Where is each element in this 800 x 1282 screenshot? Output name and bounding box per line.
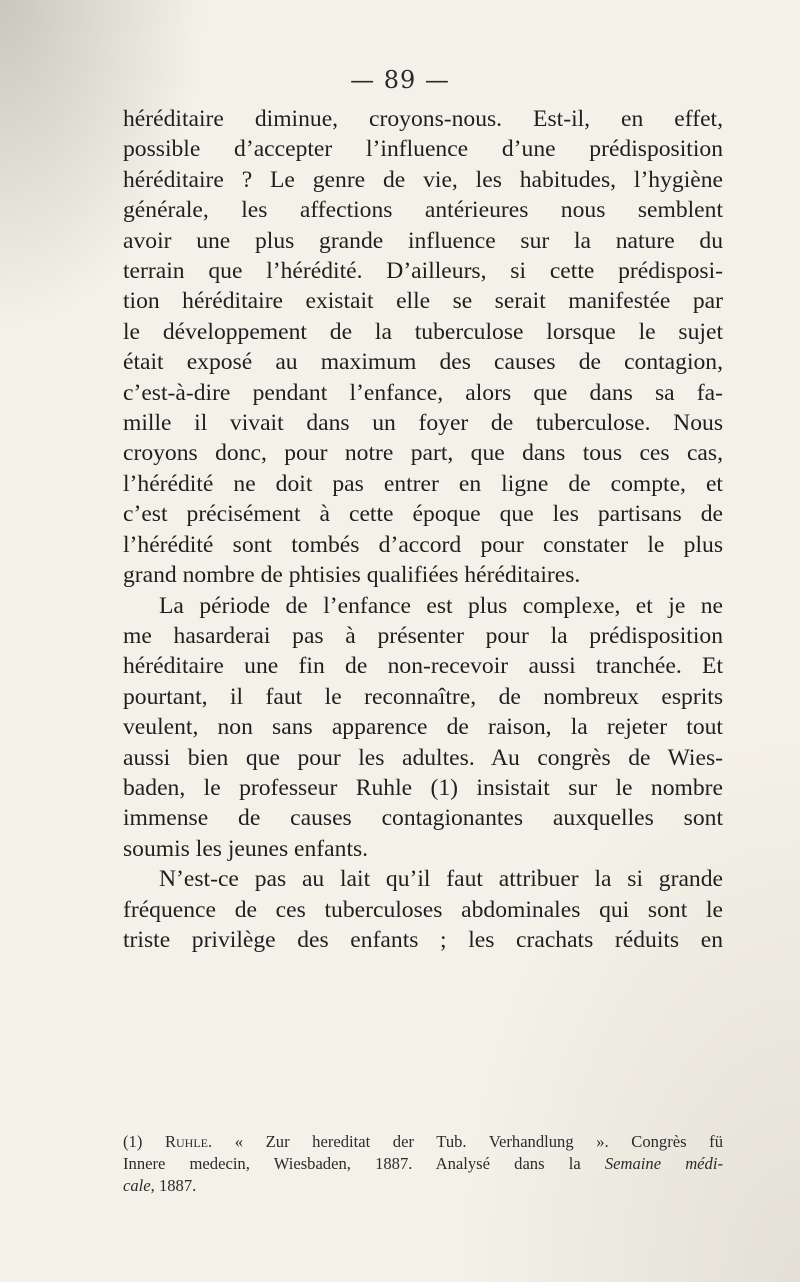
- text-line: était exposé au maximum des causes de contagion,: [123, 349, 723, 376]
- text-line: fréquence de ces tuberculoses abdominales qui sont le: [123, 896, 723, 923]
- text-line: soumis les jeunes enfants.: [123, 835, 369, 862]
- text-line: triste privilège des enfants ; les crachats réduits en: [123, 926, 723, 953]
- text-line: générale, les affections antérieures nous semblent: [123, 197, 723, 224]
- text-line: héréditaire une fin de non-recevoir aussi tranchée. Et: [123, 653, 723, 680]
- footnote-text: Innere medecin, Wiesbaden, 1887. Analysé dans la: [123, 1154, 581, 1173]
- footnote-line: [123, 1153, 723, 1175]
- text-line: croyons donc, pour notre part, que dans tous ces cas,: [123, 440, 723, 467]
- body-text: [123, 104, 723, 955]
- footnote-journal: cale: [123, 1176, 151, 1195]
- text-line: héréditaire ? Le genre de vie, les habitudes, l’hygiène: [123, 166, 723, 193]
- text-line: c’est-à-dire pendant l’enfance, alors que dans sa fa-: [123, 379, 723, 406]
- text-line: tion héréditaire existait elle se serait manifestée par: [123, 288, 723, 315]
- page-number: — 89 —: [350, 66, 450, 94]
- text-line: possible d’accepter l’influence d’une prédisposition: [123, 136, 723, 163]
- footnote-marker: (1): [123, 1132, 143, 1151]
- footnote-line: [123, 1175, 723, 1197]
- text-line: héréditaire diminue, croyons-nous. Est-il, en effet,: [123, 106, 723, 132]
- text-line: veulent, non sans apparence de raison, la rejeter tout: [123, 714, 723, 741]
- text-line: La période de l’enfance est plus complexe, et je ne: [159, 592, 723, 619]
- footnote-author: Ruhle: [164, 1132, 209, 1151]
- text-line: immense de causes contagionantes auxquelles sont: [123, 805, 723, 832]
- text-line: grand nombre de phtisies qualifiées héréditaires.: [123, 562, 581, 589]
- text-line: pourtant, il faut le reconnaître, de nombreux esprits: [123, 683, 723, 710]
- footnote: [123, 1131, 723, 1197]
- footnote-journal: Semaine médi-: [604, 1154, 723, 1173]
- text-line: baden, le professeur Ruhle (1) insistait sur le nombre: [123, 774, 723, 801]
- text-line: aussi bien que pour les adultes. Au congrès de Wies-: [123, 744, 723, 771]
- text-line: l’hérédité ne doit pas entrer en ligne de compte, et: [123, 470, 723, 497]
- text-line: avoir une plus grande influence sur la nature du: [123, 227, 723, 254]
- text-line: mille il vivait dans un foyer de tuberculose. Nous: [123, 410, 723, 437]
- footnote-text: . « Zur hereditat der Tub. Verhandlung ». Congrès fü: [208, 1132, 723, 1151]
- text-line: le développement de la tuberculose lorsque le sujet: [123, 318, 723, 345]
- text-line: l’hérédité sont tombés d’accord pour constater le plus: [123, 531, 723, 558]
- text-line: me hasarderai pas à présenter pour la prédisposition: [123, 622, 723, 649]
- text-line: c’est précisément à cette époque que les partisans de: [123, 501, 723, 528]
- text-line: N’est-ce pas au lait qu’il faut attribuer la si grande: [159, 866, 723, 893]
- footnote-text: , 1887.: [150, 1176, 197, 1195]
- text-line: terrain que l’hérédité. D’ailleurs, si cette prédisposi-: [123, 258, 723, 285]
- footnote-line: [123, 1131, 723, 1153]
